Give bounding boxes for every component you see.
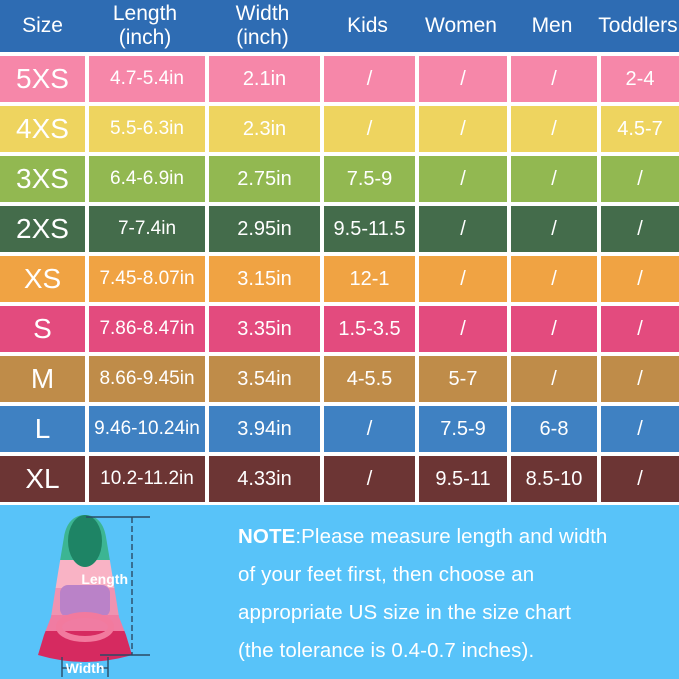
width-cell: 3.35in bbox=[205, 306, 320, 352]
column-header-women: Women bbox=[425, 14, 497, 38]
kids-cell: / bbox=[320, 106, 415, 152]
length-cell: 7.45-8.07in bbox=[85, 256, 205, 302]
table-row-xl bbox=[0, 456, 679, 502]
toddlers-cell: 2-4 bbox=[597, 56, 679, 102]
women-cell: / bbox=[415, 56, 507, 102]
men-cell: / bbox=[507, 106, 597, 152]
kids-cell: 12-1 bbox=[320, 256, 415, 302]
note-line-2: of your feet first, then choose an bbox=[238, 563, 535, 586]
column-header-length: Length (inch) bbox=[112, 2, 178, 49]
toddlers-cell: / bbox=[597, 306, 679, 352]
fin-illustration bbox=[20, 505, 220, 679]
toddlers-cell: / bbox=[597, 406, 679, 452]
table-row-m bbox=[0, 356, 679, 402]
fin-tip bbox=[68, 515, 102, 567]
women-cell: / bbox=[415, 106, 507, 152]
fin-illustration-wrap bbox=[20, 505, 220, 679]
width-cell: 2.3in bbox=[205, 106, 320, 152]
women-cell: / bbox=[415, 206, 507, 252]
kids-cell: / bbox=[320, 456, 415, 502]
column-header-toddlers: Toddlers bbox=[598, 14, 678, 38]
size-cell: 5XS bbox=[16, 63, 69, 94]
size-cell: XS bbox=[23, 263, 62, 294]
table-row-5xs bbox=[0, 56, 679, 102]
length-cell: 7-7.4in bbox=[85, 206, 205, 252]
length-cell: 8.66-9.45in bbox=[85, 356, 205, 402]
table-row-4xs bbox=[0, 106, 679, 152]
width-cell: 2.1in bbox=[205, 56, 320, 102]
men-cell: / bbox=[507, 156, 597, 202]
table-row-2xs bbox=[0, 206, 679, 252]
column-header-kids: Kids bbox=[347, 14, 388, 38]
note-line-1: NOTE:Please measure length and width bbox=[238, 525, 608, 548]
table-row-xs bbox=[0, 256, 679, 302]
note-bold: NOTE bbox=[238, 525, 296, 548]
women-cell: / bbox=[415, 156, 507, 202]
column-header-width: Width (inch) bbox=[235, 2, 290, 49]
width-cell: 3.54in bbox=[205, 356, 320, 402]
length-cell: 9.46-10.24in bbox=[85, 406, 205, 452]
men-cell: 8.5-10 bbox=[507, 456, 597, 502]
kids-cell: / bbox=[320, 406, 415, 452]
width-cell: 2.95in bbox=[205, 206, 320, 252]
size-cell: XL bbox=[25, 463, 60, 494]
women-cell: / bbox=[415, 256, 507, 302]
fin-body bbox=[30, 505, 140, 679]
men-cell: / bbox=[507, 56, 597, 102]
note-line-3: appropriate US size in the size chart bbox=[238, 601, 572, 624]
width-label: Width bbox=[65, 660, 105, 676]
toddlers-cell: 4.5-7 bbox=[597, 106, 679, 152]
toddlers-cell: / bbox=[597, 456, 679, 502]
width-cell: 4.33in bbox=[205, 456, 320, 502]
size-cell: 2XS bbox=[16, 213, 69, 244]
men-cell: / bbox=[507, 306, 597, 352]
women-cell: 7.5-9 bbox=[415, 406, 507, 452]
kids-cell: 1.5-3.5 bbox=[320, 306, 415, 352]
toddlers-cell: / bbox=[597, 206, 679, 252]
width-cell: 3.15in bbox=[205, 256, 320, 302]
table-header-row bbox=[0, 0, 679, 52]
note-section bbox=[0, 502, 679, 679]
men-cell: 6-8 bbox=[507, 406, 597, 452]
note-text bbox=[238, 505, 607, 670]
width-cell: 2.75in bbox=[205, 156, 320, 202]
length-cell: 7.86-8.47in bbox=[85, 306, 205, 352]
length-label: Length bbox=[81, 571, 128, 587]
size-cell: L bbox=[34, 413, 51, 444]
column-header-size: Size bbox=[22, 14, 63, 38]
women-cell: 9.5-11 bbox=[415, 456, 507, 502]
women-cell: 5-7 bbox=[415, 356, 507, 402]
length-cell: 10.2-11.2in bbox=[85, 456, 205, 502]
note-line-4: (the tolerance is 0.4-0.7 inches). bbox=[238, 639, 535, 662]
kids-cell: 4-5.5 bbox=[320, 356, 415, 402]
width-cell: 3.94in bbox=[205, 406, 320, 452]
toddlers-cell: / bbox=[597, 356, 679, 402]
table-row-s bbox=[0, 306, 679, 352]
table-row-3xs bbox=[0, 156, 679, 202]
length-cell: 5.5-6.3in bbox=[85, 106, 205, 152]
length-cell: 6.4-6.9in bbox=[85, 156, 205, 202]
toddlers-cell: / bbox=[597, 256, 679, 302]
table-row-l bbox=[0, 406, 679, 452]
kids-cell: 9.5-11.5 bbox=[320, 206, 415, 252]
men-cell: / bbox=[507, 256, 597, 302]
men-cell: / bbox=[507, 206, 597, 252]
size-cell: S bbox=[33, 313, 52, 344]
toddlers-cell: / bbox=[597, 156, 679, 202]
men-cell: / bbox=[507, 356, 597, 402]
length-cell: 4.7-5.4in bbox=[85, 56, 205, 102]
size-cell: M bbox=[30, 363, 55, 394]
column-header-men: Men bbox=[531, 14, 573, 38]
size-cell: 4XS bbox=[16, 113, 69, 144]
women-cell: / bbox=[415, 306, 507, 352]
kids-cell: / bbox=[320, 56, 415, 102]
kids-cell: 7.5-9 bbox=[320, 156, 415, 202]
size-cell: 3XS bbox=[16, 163, 69, 194]
